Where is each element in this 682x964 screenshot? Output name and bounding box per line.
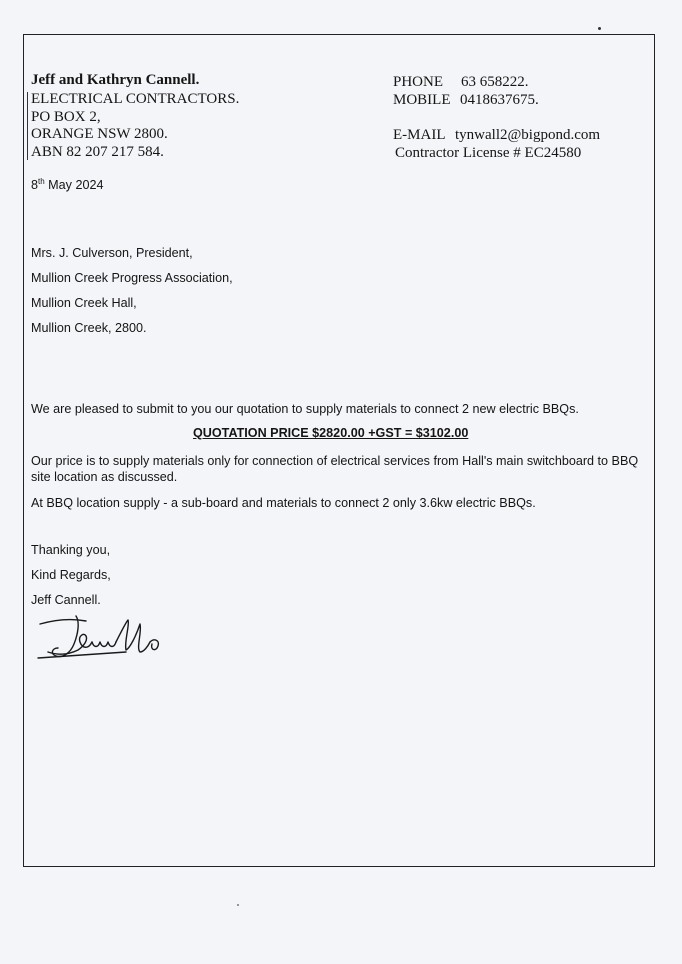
email-label: E-MAIL [393, 127, 446, 143]
phone-value: 63 658222. [461, 74, 529, 90]
quotation-price: QUOTATION PRICE $2820.00 +GST = $3102.00 [193, 426, 469, 440]
letter-date: 8th May 2024 [31, 177, 104, 192]
sender-business: ELECTRICAL CONTRACTORS. [31, 91, 240, 107]
sender-name: Jeff and Kathryn Cannell. [31, 72, 200, 88]
contact-phone [393, 74, 529, 92]
closing-signoff: Jeff Cannell. [31, 593, 101, 607]
email-value: tynwall2@bigpond.com [455, 127, 601, 143]
contact-mobile [393, 92, 539, 110]
quotation-intro: We are pleased to submit to you our quotation to supply materials to connect 2 new electric BBQs. [31, 402, 579, 416]
scan-speck [598, 27, 601, 30]
recipient-org: Mullion Creek Progress Association, [31, 271, 233, 285]
sender-po-box: PO BOX 2, [31, 108, 101, 125]
recipient-name: Mrs. J. Culverson, President, [31, 246, 193, 260]
mobile-label: MOBILE [393, 92, 451, 108]
handwritten-signature [36, 612, 176, 672]
phone-label: PHONE [393, 74, 444, 90]
recipient-address: Mullion Creek Hall, [31, 296, 137, 310]
scan-speck [237, 904, 239, 906]
closing-regards: Kind Regards, [31, 568, 111, 582]
contact-email [393, 127, 600, 145]
closing-thanks: Thanking you, [31, 543, 111, 557]
recipient-town: Mullion Creek, 2800. [31, 321, 147, 335]
sender-margin-line [27, 92, 28, 160]
price-note: Our price is to supply materials only for connection of electrical services from Hall's main switchboard to BBQ site location as discussed. [31, 454, 639, 484]
mobile-value: 0418637675. [460, 92, 539, 108]
bbq-note: At BBQ location supply - a sub-board and materials to connect 2 only 3.6kw electric BBQs. [31, 496, 536, 510]
sender-abn: ABN 82 207 217 584. [31, 143, 164, 160]
sender-city: ORANGE NSW 2800. [31, 126, 168, 142]
contractor-license: Contractor License # EC24580 [395, 145, 582, 161]
